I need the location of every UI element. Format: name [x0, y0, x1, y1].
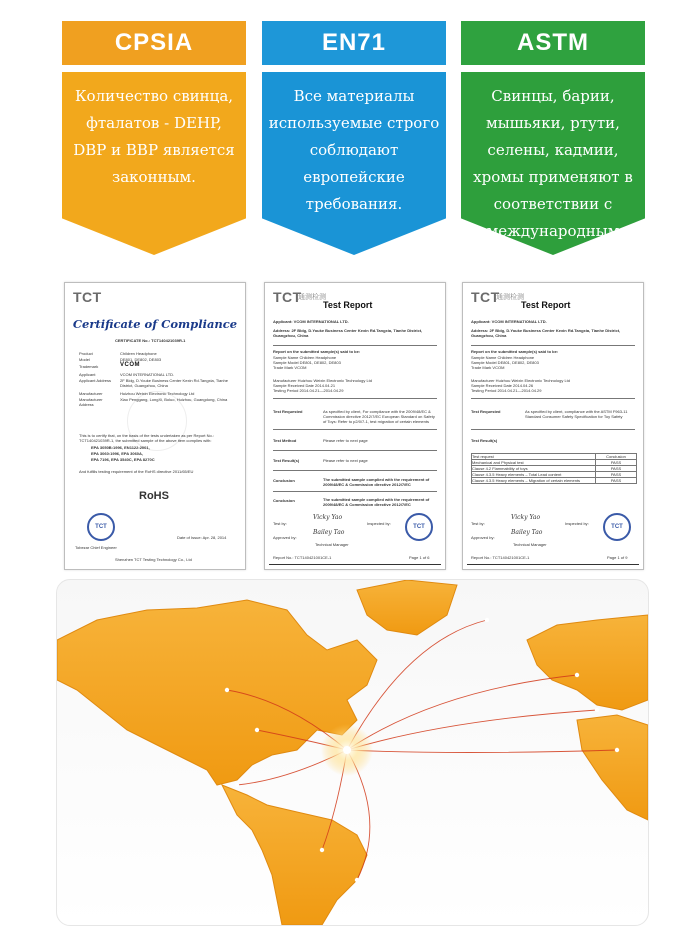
address-value: 2F Bldg, D.Youke Business Center Kexin Rd.Tangxia, Tianhe District, Guangzhou, China	[120, 378, 228, 388]
applicant-value: VCOM INTERNATIONAL LTD.	[120, 372, 175, 377]
address: Address: 2F Bldg, D.Youke Business Center Kexin Rd.Tangxia, Tianhe District, Guangzhou, China	[273, 328, 423, 338]
cpsia-title: CPSIA	[62, 21, 246, 65]
tct-logo-cn: 通测检测	[496, 294, 524, 301]
signature-2: Bailey Tao	[511, 529, 543, 536]
table-cell: PASS	[595, 466, 636, 471]
report-on: Report on the submitted sample(s) said to be:	[471, 349, 559, 354]
footer-company: Shenzhen TCT Testing Technology Co., Ltd	[115, 557, 192, 562]
test-requested-label: Test Requested	[471, 409, 501, 414]
statement-line-1: This is to certify that, on the basis of the tests undertaken as per Report No.:	[79, 433, 214, 438]
test-results-label: Test Result(s)	[273, 458, 300, 463]
manufacturer-value: Huizhou Weixin Electronic Technology Ltd	[120, 391, 195, 396]
report-on: Report on the submitted sample(s) said to be:	[273, 349, 361, 354]
table-cell: PASS	[595, 478, 636, 483]
en71-banner	[262, 21, 446, 255]
world-map-panel	[56, 579, 649, 926]
results-table	[471, 453, 637, 484]
tct-logo: TCT	[471, 289, 500, 305]
cert-number: CERTIFICATE No.: TCT140421039R-1	[115, 338, 186, 343]
tct-seal-icon: TCT	[603, 513, 631, 541]
divider	[273, 429, 437, 430]
table-row	[472, 478, 636, 483]
page-number: Page 1 of 9	[607, 555, 628, 560]
table-cell: Clause 4.3.5 Heavy elements – Migration of certain elements	[472, 478, 581, 483]
test-method: Please refer to next page	[323, 438, 368, 443]
manufacturer: Manufacturer Huizhou Weixin Electronic Technology Ltd	[471, 378, 571, 383]
cpsia-text: Количество свинца, фталатов - DEHP, DBP и BBP является законным.	[73, 87, 235, 186]
approved-by: Approved by:	[273, 535, 297, 540]
africa-shape	[577, 715, 648, 820]
trademark-logo: VCOM	[120, 362, 140, 368]
sample-model: Sample Model DE801, DE802, DE803	[471, 360, 539, 365]
tct-logo: TCT	[273, 289, 302, 305]
test-results-label: Test Result(s)	[471, 438, 498, 443]
test-by: Test by:	[471, 521, 485, 526]
signature-2: Bailey Tao	[313, 529, 345, 536]
manufacturer-address-value: Xiao Penggang, LongXi, Boluo, Huizhou, Guangdong, China	[120, 397, 228, 402]
south-america-shape	[222, 785, 367, 925]
approved-by: Approved by:	[471, 535, 495, 540]
standard-line-1: EPA 3050B:1996, EN1122:2001,	[91, 445, 150, 450]
trade-mark: Trade Mark VCOM	[471, 365, 505, 370]
conclusion-2: The submitted sample complied with the requirement of 2009/48/EC & Commission directive 2012/7/EC	[323, 497, 430, 507]
table-cell: PASS	[595, 472, 636, 477]
inspected-by: Inspected by:	[367, 521, 391, 526]
statement-line-2: TCT140421039R-1, the submitted sample of the above item complies with:	[79, 438, 212, 443]
divider	[471, 345, 635, 346]
conclusion: The submitted sample complied with the requirement of 2009/48/EC & Commission directive 2012/7/EC	[323, 477, 430, 487]
conclusion-2-label: Conclusion	[273, 498, 295, 503]
statement-line-3: And fulfills testing requirement of the RoHS directive 2011/65/EU	[79, 469, 194, 474]
manufacturer: Manufacturer Huizhou Weixin Electronic Technology Ltd	[273, 378, 373, 383]
divider	[273, 345, 437, 346]
testing-period: Testing Period 2014.04.21—2014.04.29	[471, 388, 542, 393]
en71-title: EN71	[262, 21, 446, 65]
footer-bar	[467, 564, 639, 565]
footer-bar	[269, 564, 441, 565]
divider	[471, 429, 635, 430]
astm-banner	[461, 21, 645, 267]
technical-manager: Technical Manager	[513, 542, 547, 547]
astm-title: ASTM	[461, 21, 645, 65]
report-number: Report No.: TCT140421001CE-1	[471, 555, 530, 560]
report-title: Test Report	[323, 300, 373, 310]
hub-point	[343, 746, 351, 754]
cpsia-banner	[62, 21, 246, 255]
test-requested: As specified by client, For compliance with the 2009/48/EC & Commission directive 2012/7/EC European Standard on Safety of Toys: Refer to p2/0/7-1, test migration of certain elements	[323, 409, 435, 424]
tct-seal-icon: TCT	[87, 513, 115, 541]
table-cell: Clause 4.2 Flammability of toys	[472, 466, 528, 471]
table-cell: Clause 4.3.5 Heavy elements – Total Lead content	[472, 472, 562, 477]
address: Address: 2F Bldg, D.Youke Business Center Kexin Rd.Tangxia, Tianhe District, Guangzhou, China	[471, 328, 621, 338]
divider	[273, 398, 437, 399]
divider	[273, 470, 437, 471]
tct-seal-icon: TCT	[405, 513, 433, 541]
sample-name: Sample Name Children Headphone	[471, 355, 535, 360]
product-value: Children Headphone	[120, 351, 157, 356]
page-number: Page 1 of 6	[409, 555, 430, 560]
standard-line-3: EPA 7196, EPA 3540C, EPA 8270C	[91, 457, 155, 462]
test-requested-label: Test Requested	[273, 409, 303, 414]
divider	[273, 491, 437, 492]
world-map	[57, 580, 648, 925]
trademark-label: Trademark	[79, 364, 99, 369]
en71-text: Все материалы используемые строго соблюдают европейские требования.	[268, 87, 440, 213]
divider	[273, 450, 437, 451]
table-header-cell: Test request	[472, 454, 494, 459]
address-label: Applicant Address	[79, 378, 112, 383]
received-date: Sample Received Date 2014.04.26	[471, 383, 534, 388]
technical-manager: Technical Manager	[315, 542, 349, 547]
signature-1: Vicky Yao	[511, 514, 541, 521]
testing-period: Testing Period 2014.04.21—2014.04.29	[273, 388, 344, 393]
product-label: Product	[79, 351, 93, 356]
certificate-title: Certificate of Compliance	[72, 317, 238, 331]
test-requested: As specified by client, compliance with the ASTM F963-11 Standard Consumer Safety Specification for Toy Safety	[525, 409, 628, 419]
certificate-of-compliance	[64, 282, 246, 570]
trade-mark: Trade Mark VCOM	[273, 365, 307, 370]
applicant: Applicant: VCOM INTERNATIONAL LTD.	[273, 319, 349, 324]
applicant: Applicant: VCOM INTERNATIONAL LTD.	[471, 319, 547, 324]
greenland-shape	[357, 580, 457, 635]
manufacturer-label: Manufacturer	[79, 391, 103, 396]
conclusion-label: Conclusion	[273, 478, 295, 483]
report-number: Report No.: TCT140421001CE-1	[273, 555, 332, 560]
table-cell: PASS	[595, 460, 636, 465]
test-method-label: Test Method	[273, 438, 297, 443]
report-title: Test Report	[521, 300, 571, 310]
applicant-label: Applicant	[79, 372, 96, 377]
rohs-label: RoHS	[139, 490, 169, 502]
europe-shape	[527, 615, 648, 710]
standard-line-2: EPA 3060:1996, EPA 3060A,	[91, 451, 144, 456]
sample-model: Sample Model DE801, DE802, DE803	[273, 360, 341, 365]
en71-test-report	[264, 282, 446, 570]
signature-1: Vicky Yao	[313, 514, 343, 521]
issue-date: Date of Issue: Apr. 28, 2014	[177, 535, 227, 540]
signer-title: Tobezar Chief Engineer	[75, 545, 117, 550]
model-label: Model	[79, 357, 90, 362]
tct-logo-cn: 通测检测	[298, 294, 326, 301]
table-header-cell: Conclusion	[595, 454, 636, 459]
manufacturer-address-label: Manufacturer Address	[79, 397, 103, 407]
table-cell: Mechanical and Physical test	[472, 460, 524, 465]
divider	[471, 398, 635, 399]
test-by: Test by:	[273, 521, 287, 526]
astm-text: Свинцы, барии, мышьяки, ртути, селены, кадмии, хромы применяют в соответствии с международным стандартом.	[473, 87, 633, 267]
astm-test-report	[462, 282, 644, 570]
received-date: Sample Received Date 2014.04.21	[273, 383, 336, 388]
test-results: Please refer to next page	[323, 458, 368, 463]
sample-name: Sample Name Children Headphone	[273, 355, 337, 360]
tct-logo: TCT	[73, 289, 102, 305]
model-value: DE801, DE802, DE803	[120, 357, 162, 362]
inspected-by: Inspected by:	[565, 521, 589, 526]
